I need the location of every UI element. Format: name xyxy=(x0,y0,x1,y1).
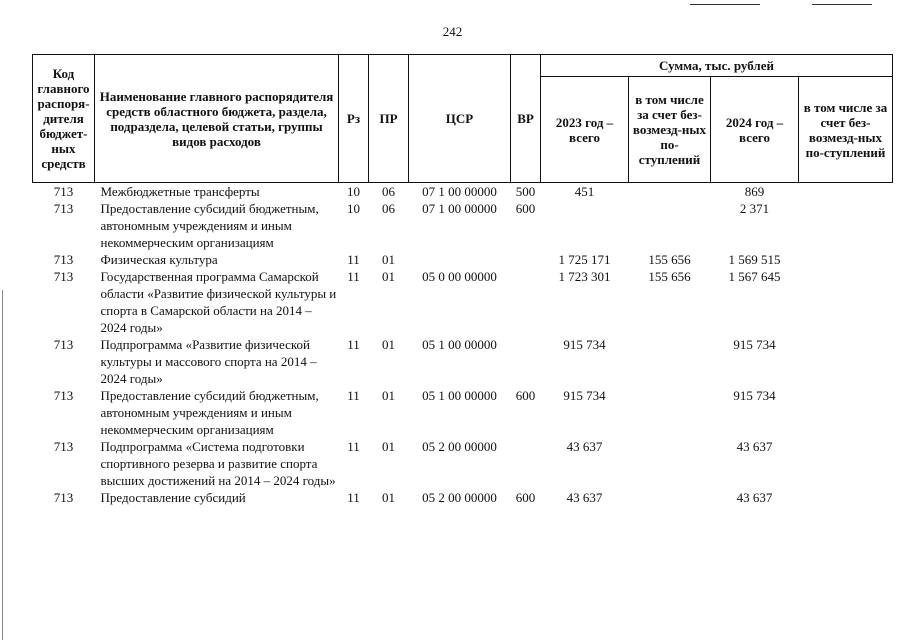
header-code: Код главного распоря-дителя бюджет-ных средств xyxy=(33,55,95,183)
header-rz: Рз xyxy=(339,55,369,183)
cell-2024-free xyxy=(799,268,893,336)
cell-pr: 01 xyxy=(382,269,395,284)
cell-rz: 11 xyxy=(347,252,360,267)
budget-table xyxy=(32,54,893,506)
table-row xyxy=(33,387,893,438)
table-row xyxy=(33,200,893,251)
cell-2024-total: 43 637 xyxy=(736,439,773,454)
header-csr: ЦСР xyxy=(409,55,511,183)
cell-pr: 01 xyxy=(382,337,395,352)
cell-2024-free xyxy=(799,336,893,387)
cell-rz: 11 xyxy=(347,439,360,454)
cell-pr: 01 xyxy=(382,439,395,454)
cell-code: 713 xyxy=(53,388,74,403)
cell-csr: 05 0 00 00000 xyxy=(422,269,497,284)
cell-2024-total: 915 734 xyxy=(733,337,776,352)
cell-vr: 500 xyxy=(515,184,536,199)
table-row xyxy=(33,183,893,201)
cell-pr: 01 xyxy=(382,388,395,403)
cell-rz: 11 xyxy=(347,388,360,403)
cell-2023-free xyxy=(629,183,711,201)
cell-rz: 10 xyxy=(347,184,360,199)
cell-name: Межбюджетные трансферты xyxy=(100,184,260,199)
cell-code: 713 xyxy=(53,269,74,284)
cell-2024-free xyxy=(799,251,893,268)
cell-2023-free xyxy=(629,387,711,438)
cell-2023-total xyxy=(541,200,629,251)
cell-2023-free xyxy=(629,438,711,489)
cell-2024-total: 1 567 645 xyxy=(728,269,781,284)
cell-csr: 07 1 00 00000 xyxy=(422,184,497,199)
cell-name: Подпрограмма «Система подготовки спортивного резерва и развитие спорта высших достижений на 2014 – 2024 годы» xyxy=(100,439,336,488)
cell-code: 713 xyxy=(53,184,74,199)
cell-rz: 11 xyxy=(347,269,360,284)
cell-code: 713 xyxy=(53,490,74,505)
cell-name: Государственная программа Самарской области «Развитие физической культуры и спорта в Самарской области на 2014 – 2024 годы» xyxy=(100,269,337,335)
cell-2023-free: 155 656 xyxy=(648,269,691,284)
cell-vr xyxy=(511,251,541,268)
cell-2024-total: 2 371 xyxy=(739,201,770,216)
cell-csr: 05 2 00 00000 xyxy=(422,439,497,454)
cell-vr: 600 xyxy=(515,388,536,403)
cell-csr: 05 2 00 00000 xyxy=(422,490,497,505)
cell-vr xyxy=(511,268,541,336)
cell-2023-total: 1 723 301 xyxy=(558,269,611,284)
cell-name: Предоставление субсидий бюджетным, автономным учреждениям и иным некоммерческим организациям xyxy=(100,201,319,250)
cell-2023-total: 43 637 xyxy=(566,490,603,505)
cell-2024-free xyxy=(799,438,893,489)
table-row xyxy=(33,336,893,387)
cell-name: Подпрограмма «Развитие физической культуры и массового спорта на 2014 – 2024 годы» xyxy=(100,337,317,386)
table-row xyxy=(33,438,893,489)
cell-pr: 06 xyxy=(382,201,395,216)
header-sum: Сумма, тыс. рублей xyxy=(541,55,893,77)
header-vr: ВР xyxy=(511,55,541,183)
header-2024-free: в том числе за счет без-возмезд-ных по-ступлений xyxy=(799,77,893,183)
cell-2024-free xyxy=(799,183,893,201)
cell-rz: 11 xyxy=(347,490,360,505)
table-header xyxy=(33,55,893,183)
cell-code: 713 xyxy=(53,252,74,267)
cell-rz: 10 xyxy=(347,201,360,216)
cell-2023-total: 43 637 xyxy=(566,439,603,454)
cell-code: 713 xyxy=(53,337,74,352)
cell-2024-free xyxy=(799,489,893,506)
cell-2023-free xyxy=(629,489,711,506)
cell-2023-total: 915 734 xyxy=(563,337,606,352)
cell-vr: 600 xyxy=(515,201,536,216)
cell-2023-total: 1 725 171 xyxy=(558,252,611,267)
cell-2024-total: 1 569 515 xyxy=(728,252,781,267)
cell-2024-free xyxy=(799,200,893,251)
cell-pr: 01 xyxy=(382,252,395,267)
cell-csr: 07 1 00 00000 xyxy=(422,201,497,216)
cell-rz: 11 xyxy=(347,337,360,352)
budget-table-wrap xyxy=(32,54,892,506)
cell-2023-free xyxy=(629,336,711,387)
page-number: 242 xyxy=(442,24,463,39)
cell-2023-free: 155 656 xyxy=(648,252,691,267)
top-rule-left xyxy=(690,4,760,5)
cell-vr xyxy=(511,336,541,387)
cell-name: Предоставление субсидий xyxy=(100,490,246,505)
cell-pr: 06 xyxy=(382,184,395,199)
top-rule-right xyxy=(812,4,872,5)
cell-pr: 01 xyxy=(382,490,395,505)
cell-2023-free xyxy=(629,200,711,251)
cell-vr: 600 xyxy=(515,490,536,505)
header-name: Наименование главного распорядителя средств областного бюджета, раздела, подраздела, целевой статьи, группы видов расходов xyxy=(95,55,339,183)
header-2023-free: в том числе за счет без-возмезд-ных по-ступлений xyxy=(629,77,711,183)
cell-2023-total: 451 xyxy=(574,184,595,199)
cell-name: Физическая культура xyxy=(100,252,218,267)
page-edge-shadow xyxy=(2,290,3,640)
cell-2024-total: 43 637 xyxy=(736,490,773,505)
cell-2023-total: 915 734 xyxy=(563,388,606,403)
header-2024-total: 2024 год – всего xyxy=(711,77,799,183)
cell-code: 713 xyxy=(53,439,74,454)
cell-csr xyxy=(409,251,511,268)
cell-csr: 05 1 00 00000 xyxy=(422,337,497,352)
cell-name: Предоставление субсидий бюджетным, автономным учреждениям и иным некоммерческим организациям xyxy=(100,388,319,437)
table-body xyxy=(33,183,893,507)
header-pr: ПР xyxy=(369,55,409,183)
cell-csr: 05 1 00 00000 xyxy=(422,388,497,403)
table-row xyxy=(33,268,893,336)
table-row xyxy=(33,489,893,506)
cell-code: 713 xyxy=(53,201,74,216)
header-2023-total: 2023 год – всего xyxy=(541,77,629,183)
table-row xyxy=(33,251,893,268)
cell-2024-total: 915 734 xyxy=(733,388,776,403)
cell-vr xyxy=(511,438,541,489)
cell-2024-free xyxy=(799,387,893,438)
cell-2024-total: 869 xyxy=(744,184,765,199)
